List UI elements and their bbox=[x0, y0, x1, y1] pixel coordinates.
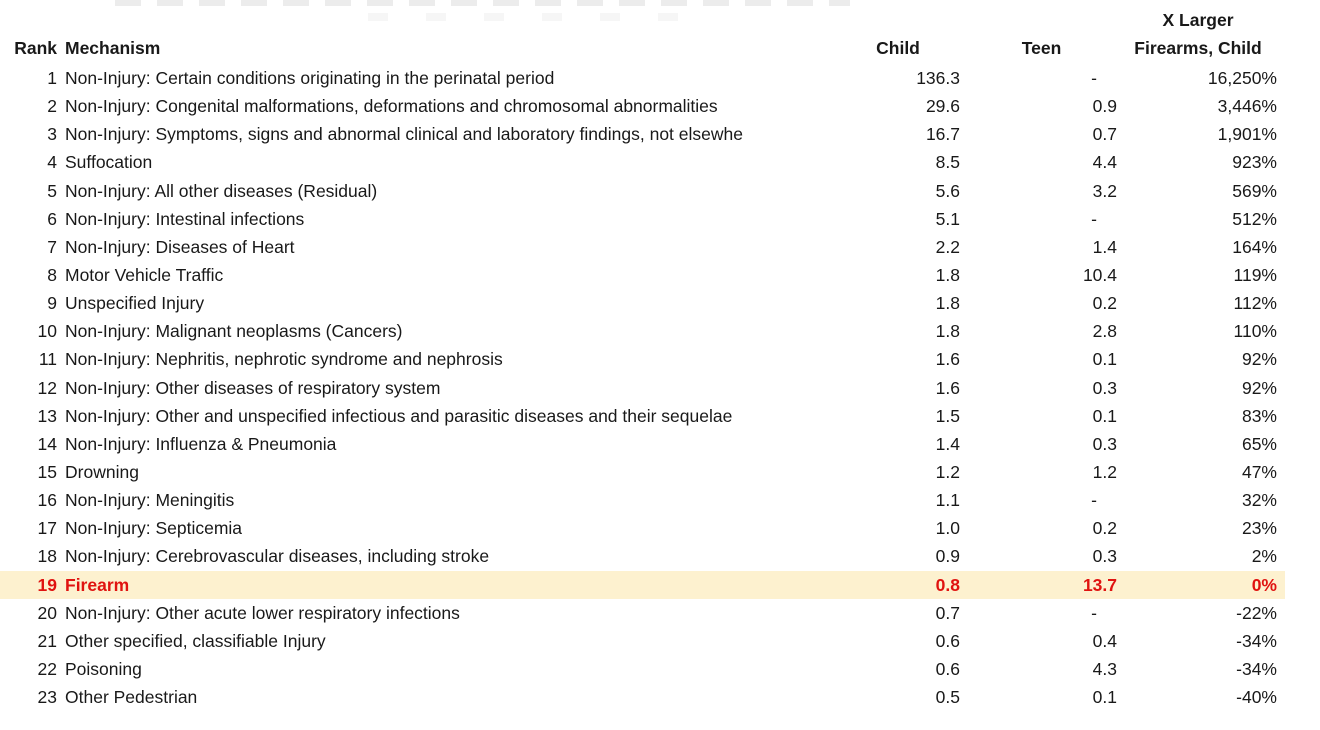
x-larger-cell[interactable]: 119% bbox=[1233, 264, 1277, 285]
table-row bbox=[0, 148, 1320, 176]
teen-rate-cell[interactable]: 10.4 bbox=[1082, 264, 1117, 285]
rank-cell[interactable]: 21 bbox=[37, 630, 57, 651]
teen-rate-cell[interactable]: 0.3 bbox=[1092, 377, 1117, 398]
row-filler bbox=[1280, 177, 1320, 205]
rank-cell[interactable]: 3 bbox=[47, 124, 57, 145]
col-header-teen[interactable]: Teen bbox=[1021, 38, 1062, 58]
child-rate-cell[interactable]: 1.4 bbox=[935, 433, 960, 454]
mechanism-cell[interactable]: Non-Injury: Cerebrovascular diseases, including stroke bbox=[65, 546, 490, 567]
x-larger-cell[interactable]: 23% bbox=[1241, 518, 1277, 539]
rank-cell[interactable]: 15 bbox=[37, 461, 57, 482]
table-row bbox=[0, 345, 1320, 373]
teen-rate-cell[interactable]: 4.4 bbox=[1092, 152, 1117, 173]
table-row bbox=[0, 374, 1320, 402]
x-larger-cell[interactable]: -40% bbox=[1236, 687, 1277, 708]
mechanism-cell[interactable]: Suffocation bbox=[65, 152, 153, 173]
col-header-x-larger-line2: Firearms, Child bbox=[1134, 38, 1262, 58]
x-larger-cell[interactable]: 1,901% bbox=[1217, 124, 1277, 145]
teen-rate-cell[interactable]: 0.2 bbox=[1092, 518, 1117, 539]
row-filler bbox=[1280, 599, 1320, 627]
child-rate-cell[interactable]: 1.6 bbox=[935, 377, 960, 398]
row-filler bbox=[1280, 317, 1320, 345]
child-rate-cell[interactable]: 1.1 bbox=[935, 490, 960, 511]
row-filler bbox=[1280, 205, 1320, 233]
cutoff-row-artifact bbox=[115, 0, 850, 6]
mechanism-cell[interactable]: Non-Injury: Other and unspecified infectious and parasitic diseases and their sequelae bbox=[65, 405, 733, 426]
row-filler bbox=[1280, 92, 1320, 120]
table-row bbox=[0, 486, 1320, 514]
teen-rate-cell[interactable]: 0.1 bbox=[1092, 405, 1117, 426]
rank-cell[interactable]: 12 bbox=[37, 377, 57, 398]
child-rate-cell[interactable]: 136.3 bbox=[916, 68, 960, 88]
x-larger-cell[interactable]: -22% bbox=[1236, 602, 1277, 623]
mechanism-cell[interactable]: Non-Injury: Nephritis, nephrotic syndrome and nephrosis bbox=[65, 349, 503, 370]
mechanism-cell[interactable]: Non-Injury: Certain conditions originating in the perinatal period bbox=[65, 68, 555, 88]
teen-rate-cell[interactable]: 3.2 bbox=[1092, 180, 1117, 201]
table-row bbox=[0, 317, 1320, 345]
row-filler bbox=[1280, 655, 1320, 683]
row-filler bbox=[1280, 261, 1320, 289]
mechanism-cell[interactable]: Non-Injury: Intestinal infections bbox=[65, 208, 305, 229]
teen-rate-cell[interactable]: 0.3 bbox=[1092, 546, 1117, 567]
mechanism-cell[interactable]: Non-Injury: Influenza & Pneumonia bbox=[65, 433, 337, 454]
teen-rate-cell[interactable]: 0.1 bbox=[1092, 687, 1117, 708]
child-rate-cell[interactable]: 29.6 bbox=[925, 96, 960, 117]
rank-cell[interactable]: 16 bbox=[37, 490, 57, 511]
row-filler bbox=[1280, 683, 1320, 711]
rank-cell[interactable]: 14 bbox=[37, 433, 57, 454]
child-rate-cell[interactable]: 0.7 bbox=[935, 602, 960, 623]
row-filler bbox=[1280, 148, 1320, 176]
table-row bbox=[0, 599, 1320, 627]
col-header-child[interactable]: Child bbox=[876, 38, 920, 58]
mechanism-cell[interactable]: Non-Injury: Malignant neoplasms (Cancers) bbox=[65, 321, 403, 342]
child-rate-cell[interactable]: 5.6 bbox=[935, 180, 960, 201]
rank-cell[interactable]: 22 bbox=[37, 658, 57, 679]
teen-rate-cell[interactable]: 0.3 bbox=[1092, 433, 1117, 454]
rank-cell[interactable]: 23 bbox=[37, 687, 57, 708]
table-row bbox=[0, 458, 1320, 486]
x-larger-cell[interactable]: 110% bbox=[1233, 321, 1277, 342]
x-larger-cell[interactable]: 512% bbox=[1232, 208, 1277, 229]
rank-cell[interactable]: 17 bbox=[37, 518, 57, 539]
child-rate-cell[interactable]: 0.9 bbox=[935, 546, 960, 567]
x-larger-cell[interactable]: 65% bbox=[1241, 433, 1277, 454]
mechanism-cell[interactable]: Non-Injury: Congenital malformations, deformations and chromosomal abnormalities bbox=[65, 96, 718, 117]
x-larger-cell[interactable]: 569% bbox=[1232, 180, 1277, 201]
table-row bbox=[0, 120, 1320, 148]
rank-cell[interactable]: 2 bbox=[47, 96, 57, 117]
child-rate-cell[interactable]: 2.2 bbox=[935, 236, 960, 257]
child-rate-cell[interactable]: 8.5 bbox=[935, 152, 960, 173]
x-larger-cell[interactable]: 0% bbox=[1251, 574, 1277, 595]
row-filler bbox=[1280, 374, 1320, 402]
x-larger-cell[interactable]: 32% bbox=[1241, 490, 1277, 511]
teen-rate-cell[interactable]: 0.9 bbox=[1092, 96, 1117, 117]
mechanism-cell[interactable]: Non-Injury: All other diseases (Residual) bbox=[65, 180, 378, 201]
x-larger-cell[interactable]: 112% bbox=[1233, 293, 1277, 314]
mechanism-cell[interactable]: Other specified, classifiable Injury bbox=[65, 630, 326, 651]
x-larger-cell[interactable]: 923% bbox=[1232, 152, 1277, 173]
child-rate-cell[interactable]: 5.1 bbox=[935, 208, 960, 229]
col-header-x-larger-line1: X Larger bbox=[1162, 10, 1234, 30]
table-row bbox=[0, 542, 1320, 570]
table-body bbox=[0, 64, 1320, 711]
teen-rate-cell[interactable]: 2.8 bbox=[1092, 321, 1117, 342]
teen-rate-cell[interactable]: 0.7 bbox=[1092, 124, 1117, 145]
child-rate-cell[interactable]: 1.2 bbox=[935, 461, 960, 482]
child-rate-cell[interactable]: 1.5 bbox=[935, 405, 960, 426]
mechanism-cell[interactable]: Non-Injury: Meningitis bbox=[65, 490, 235, 511]
x-larger-cell[interactable]: 2% bbox=[1251, 546, 1277, 567]
mechanism-cell[interactable]: Non-Injury: Diseases of Heart bbox=[65, 236, 295, 257]
x-larger-cell[interactable]: 16,250% bbox=[1207, 68, 1277, 88]
col-header-mechanism[interactable]: Mechanism bbox=[65, 38, 161, 58]
teen-rate-cell[interactable]: 0.1 bbox=[1092, 349, 1117, 370]
x-larger-cell[interactable]: -34% bbox=[1236, 630, 1277, 651]
row-filler bbox=[1280, 233, 1320, 261]
x-larger-cell[interactable]: 83% bbox=[1241, 405, 1277, 426]
cutoff-row-artifact-2 bbox=[368, 13, 700, 21]
teen-rate-cell[interactable]: 13.7 bbox=[1082, 574, 1117, 595]
teen-rate-cell[interactable]: - bbox=[1091, 490, 1097, 511]
row-filler bbox=[1280, 430, 1320, 458]
mechanism-cell[interactable]: Non-Injury: Septicemia bbox=[65, 518, 243, 539]
child-rate-cell[interactable]: 0.6 bbox=[935, 658, 960, 679]
row-filler bbox=[1280, 458, 1320, 486]
teen-rate-cell[interactable]: 1.4 bbox=[1092, 236, 1117, 257]
row-filler bbox=[1280, 627, 1320, 655]
row-filler bbox=[1280, 64, 1320, 92]
table-row bbox=[0, 655, 1320, 683]
teen-rate-cell[interactable]: 4.3 bbox=[1092, 658, 1117, 679]
table-row bbox=[0, 402, 1320, 430]
mechanism-cell[interactable]: Motor Vehicle Traffic bbox=[65, 264, 224, 285]
child-rate-cell[interactable]: 1.8 bbox=[935, 264, 960, 285]
mechanism-cell[interactable]: Poisoning bbox=[65, 658, 142, 679]
rank-cell[interactable]: 9 bbox=[47, 293, 57, 314]
teen-rate-cell[interactable]: 1.2 bbox=[1092, 461, 1117, 482]
table-row bbox=[0, 177, 1320, 205]
table-row bbox=[0, 289, 1320, 317]
rank-cell[interactable]: 13 bbox=[37, 405, 57, 426]
table-row bbox=[0, 514, 1320, 542]
table-row bbox=[0, 430, 1320, 458]
child-rate-cell[interactable]: 16.7 bbox=[925, 124, 960, 145]
child-rate-cell[interactable]: 1.8 bbox=[935, 293, 960, 314]
mechanism-cell[interactable]: Drowning bbox=[65, 461, 139, 482]
table-row bbox=[0, 261, 1320, 289]
rank-cell[interactable]: 20 bbox=[37, 602, 57, 623]
teen-rate-cell[interactable]: - bbox=[1091, 602, 1097, 623]
table-row bbox=[0, 233, 1320, 261]
table-row bbox=[0, 64, 1320, 92]
table-row bbox=[0, 92, 1320, 120]
teen-rate-cell[interactable]: 0.2 bbox=[1092, 293, 1117, 314]
rank-cell[interactable]: 11 bbox=[38, 349, 57, 370]
rank-cell[interactable]: 7 bbox=[47, 236, 57, 257]
table-row bbox=[0, 683, 1320, 711]
x-larger-cell[interactable]: 3,446% bbox=[1217, 96, 1277, 117]
child-rate-cell[interactable]: 1.6 bbox=[935, 349, 960, 370]
col-header-x-larger-firearms-child[interactable] bbox=[1118, 6, 1278, 58]
child-rate-cell[interactable]: 1.0 bbox=[935, 518, 960, 539]
rank-cell[interactable]: 18 bbox=[37, 546, 57, 567]
row-filler bbox=[1280, 402, 1320, 430]
child-rate-cell[interactable]: 1.8 bbox=[935, 321, 960, 342]
teen-rate-cell[interactable]: - bbox=[1091, 208, 1097, 229]
x-larger-cell[interactable]: 164% bbox=[1232, 236, 1277, 257]
rank-cell[interactable]: 8 bbox=[47, 264, 57, 285]
row-filler bbox=[1280, 120, 1320, 148]
mechanism-cell[interactable]: Non-Injury: Other acute lower respiratory infections bbox=[65, 602, 460, 623]
teen-rate-cell[interactable]: 0.4 bbox=[1092, 630, 1117, 651]
row-filler bbox=[1280, 486, 1320, 514]
rank-cell[interactable]: 1 bbox=[47, 68, 57, 88]
rank-cell[interactable]: 4 bbox=[47, 152, 57, 173]
mechanism-cell[interactable]: Non-Injury: Other diseases of respiratory system bbox=[65, 377, 441, 398]
x-larger-cell[interactable]: 47% bbox=[1241, 461, 1277, 482]
mechanism-cell[interactable]: Firearm bbox=[65, 574, 130, 595]
rank-cell[interactable]: 6 bbox=[47, 208, 57, 229]
x-larger-cell[interactable]: 92% bbox=[1241, 377, 1277, 398]
table-row bbox=[0, 571, 1320, 599]
x-larger-cell[interactable]: 92% bbox=[1241, 349, 1277, 370]
mechanism-cell[interactable]: Non-Injury: Symptoms, signs and abnormal clinical and laboratory findings, not elsewhe bbox=[65, 124, 743, 145]
row-filler bbox=[1280, 542, 1320, 570]
row-filler bbox=[1280, 571, 1320, 599]
rank-cell[interactable]: 10 bbox=[37, 321, 57, 342]
rank-cell[interactable]: 5 bbox=[47, 180, 57, 201]
child-rate-cell[interactable]: 0.8 bbox=[935, 574, 960, 595]
col-header-rank[interactable]: Rank bbox=[14, 38, 57, 58]
table-row bbox=[0, 205, 1320, 233]
teen-rate-cell[interactable]: - bbox=[1091, 68, 1097, 88]
mechanism-cell[interactable]: Other Pedestrian bbox=[65, 687, 198, 708]
mechanism-cell[interactable]: Unspecified Injury bbox=[65, 293, 205, 314]
row-filler bbox=[1280, 345, 1320, 373]
row-filler bbox=[1280, 289, 1320, 317]
rank-cell[interactable]: 19 bbox=[37, 574, 57, 595]
x-larger-cell[interactable]: -34% bbox=[1236, 658, 1277, 679]
row-filler bbox=[1280, 514, 1320, 542]
child-rate-cell[interactable]: 0.5 bbox=[935, 687, 960, 708]
child-rate-cell[interactable]: 0.6 bbox=[935, 630, 960, 651]
table-row bbox=[0, 627, 1320, 655]
